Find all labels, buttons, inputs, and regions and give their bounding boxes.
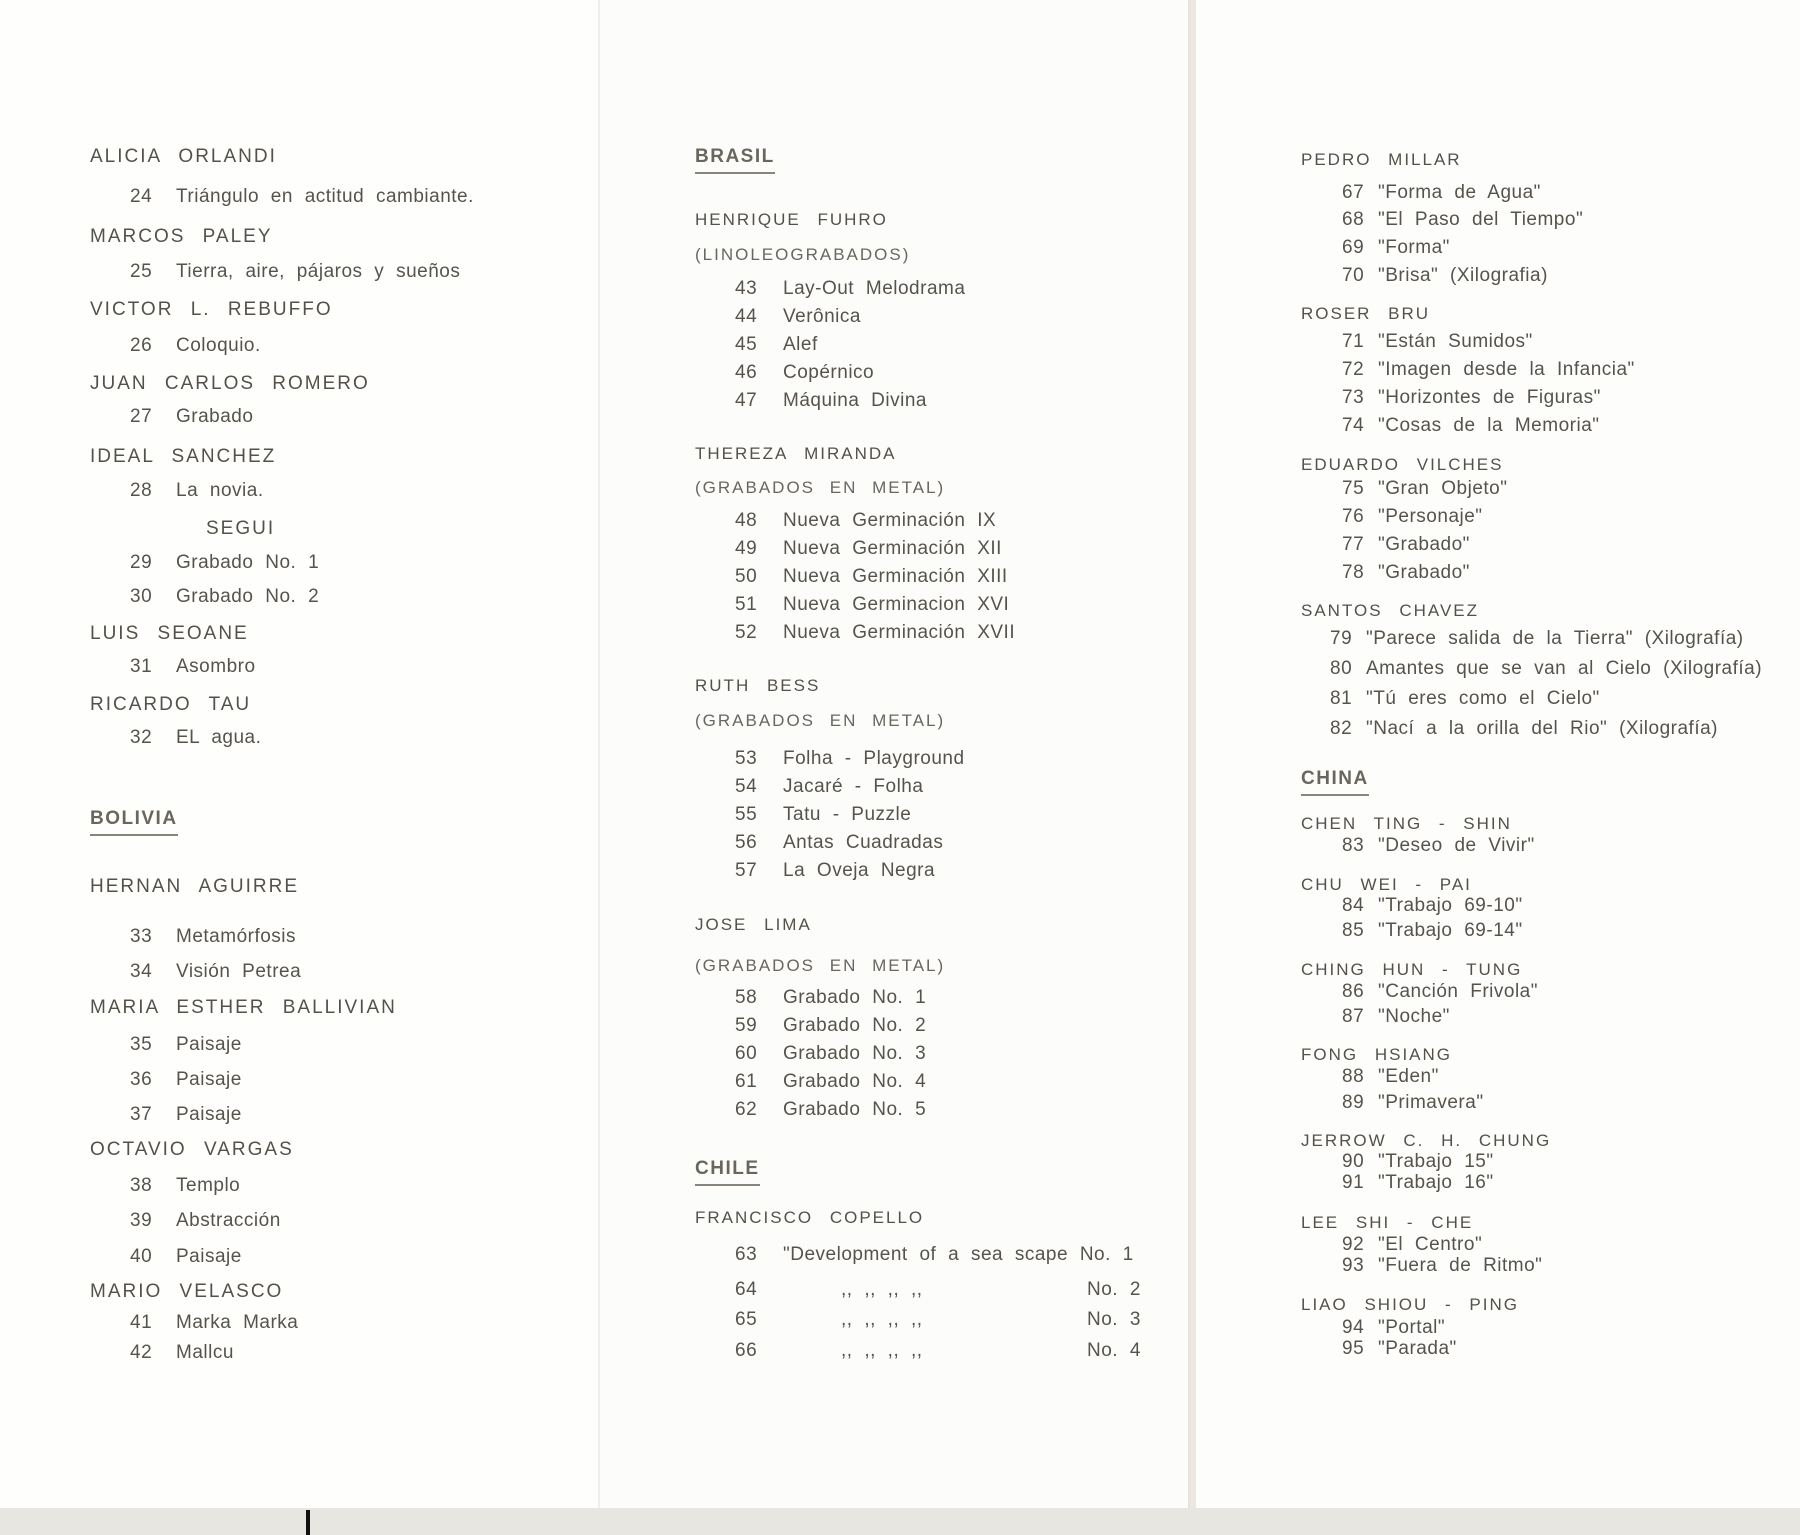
technique-note: (GRABADOS EN METAL) (695, 956, 946, 975)
work-item (1342, 920, 1523, 942)
work-number: 86 (1342, 981, 1365, 1002)
work-number: 49 (735, 538, 758, 559)
artist-name: CHEN TING - SHIN (1301, 814, 1512, 833)
work-title: Nueva Germinacion XVI (783, 594, 1010, 615)
country-heading-bolivia: BOLIVIA (90, 808, 178, 836)
work-item (1342, 981, 1538, 1003)
work-title: Abstracción (176, 1210, 281, 1231)
work-title: "Parada" (1378, 1338, 1457, 1359)
work-number: 87 (1342, 1006, 1365, 1027)
work-item (1342, 265, 1548, 287)
work-title: "Grabado" (1378, 562, 1470, 583)
work-title: Folha - Playground (783, 748, 965, 769)
work-item (735, 362, 874, 384)
work-item (735, 510, 996, 532)
artist-name: JUAN CARLOS ROMERO (90, 373, 370, 394)
work-number: 26 (130, 335, 153, 356)
work-title: Tierra, aire, pájaros y sueños (176, 261, 461, 282)
work-item (735, 860, 935, 882)
work-title: Grabado (176, 406, 254, 427)
work-title: "Development of a sea scape No. 1 (783, 1244, 1134, 1265)
artist-name: EDUARDO VILCHES (1301, 455, 1504, 474)
work-number: 84 (1342, 895, 1365, 916)
work-item (735, 1279, 1155, 1301)
work-title: Nueva Germinación XII (783, 538, 1002, 559)
work-title: Antas Cuadradas (783, 832, 944, 853)
work-title: Asombro (176, 656, 256, 677)
work-item (735, 306, 861, 328)
work-item (735, 594, 1009, 616)
work-item (130, 1175, 240, 1197)
catalog-panel-left (0, 0, 598, 1508)
work-title: Triángulo en actitud cambiante. (176, 186, 474, 207)
work-item (1342, 534, 1470, 556)
work-number: 67 (1342, 182, 1365, 203)
catalog-panel-right (1190, 0, 1800, 1508)
work-item (130, 1069, 242, 1091)
work-item (1342, 1092, 1484, 1114)
artist-name: THEREZA MIRANDA (695, 444, 897, 463)
ditto-marks: ,, ,, ,, ,, (841, 1279, 923, 1300)
work-number: 92 (1342, 1234, 1365, 1255)
work-item (735, 1071, 926, 1093)
artist-name: PEDRO MILLAR (1301, 150, 1462, 169)
work-number: 35 (130, 1034, 153, 1055)
work-item (1342, 387, 1601, 409)
work-title: "Deseo de Vivir" (1378, 835, 1535, 856)
work-title: Metamórfosis (176, 926, 297, 947)
work-number: 61 (735, 1071, 758, 1092)
work-title: "Cosas de la Memoria" (1378, 415, 1600, 436)
work-title: No. 2 (1087, 1279, 1141, 1300)
work-number: 30 (130, 586, 153, 607)
work-item (130, 586, 319, 608)
work-number: 54 (735, 776, 758, 797)
work-title: "Personaje" (1378, 506, 1483, 527)
work-number: 80 (1330, 658, 1353, 679)
work-number: 28 (130, 480, 153, 501)
work-number: 56 (735, 832, 758, 853)
work-item (130, 186, 474, 208)
work-item (1342, 237, 1450, 259)
work-title: Amantes que se van al Cielo (Xilografía) (1366, 658, 1763, 679)
work-number: 33 (130, 926, 153, 947)
work-item (735, 804, 911, 826)
work-number: 43 (735, 278, 758, 299)
work-title: "Fuera de Ritmo" (1378, 1255, 1543, 1276)
work-item (735, 390, 927, 412)
work-item (1342, 1255, 1542, 1277)
work-item (1342, 331, 1533, 353)
work-number: 64 (735, 1279, 758, 1300)
work-item (735, 748, 965, 770)
work-title: "Trabajo 16" (1378, 1172, 1494, 1193)
artist-name: HENRIQUE FUHRO (695, 210, 888, 229)
ditto-marks: ,, ,, ,, ,, (841, 1340, 923, 1361)
work-number: 82 (1330, 718, 1353, 739)
work-number: 88 (1342, 1066, 1365, 1087)
work-number: 79 (1330, 628, 1353, 649)
work-title: Verônica (783, 306, 861, 327)
catalog-panel-middle (598, 0, 1188, 1508)
work-number: 73 (1342, 387, 1365, 408)
work-item (1330, 718, 1718, 740)
artist-name: MARIA ESTHER BALLIVIAN (90, 997, 397, 1018)
work-title: Grabado No. 2 (176, 586, 320, 607)
work-title: Grabado No. 2 (783, 1015, 927, 1036)
work-title: No. 3 (1087, 1309, 1141, 1330)
work-number: 55 (735, 804, 758, 825)
work-number: 62 (735, 1099, 758, 1120)
work-item (130, 1312, 298, 1334)
work-title: "Brisa" (Xilografia) (1378, 265, 1548, 286)
work-number: 75 (1342, 478, 1365, 499)
work-title: "Trabajo 15" (1378, 1151, 1494, 1172)
work-title: Coloquio. (176, 335, 261, 356)
work-title: Máquina Divina (783, 390, 927, 411)
work-number: 81 (1330, 688, 1353, 709)
work-title: "Horizontes de Figuras" (1378, 387, 1601, 408)
work-item (130, 926, 296, 948)
work-item (735, 1099, 926, 1121)
artist-name: CHING HUN - TUNG (1301, 960, 1523, 979)
artist-name: IDEAL SANCHEZ (90, 446, 277, 467)
work-number: 78 (1342, 562, 1365, 583)
work-number: 58 (735, 987, 758, 1008)
work-number: 91 (1342, 1172, 1365, 1193)
work-item (130, 1210, 281, 1232)
artist-name: FONG HSIANG (1301, 1045, 1453, 1064)
work-title: "Grabado" (1378, 534, 1470, 555)
work-title: Grabado No. 5 (783, 1099, 927, 1120)
work-title: "Nací a la orilla del Rio" (Xilografía) (1366, 718, 1718, 739)
work-item (735, 1244, 1134, 1266)
work-title: "Tú eres como el Cielo" (1366, 688, 1600, 709)
artist-name: OCTAVIO VARGAS (90, 1139, 294, 1160)
work-title: Nueva Germinación XVII (783, 622, 1016, 643)
work-item (130, 335, 261, 357)
work-item (735, 334, 818, 356)
work-title: "Forma de Agua" (1378, 182, 1541, 203)
work-title: "Imagen desde la Infancia" (1378, 359, 1635, 380)
work-item (1342, 1006, 1450, 1028)
work-number: 31 (130, 656, 153, 677)
work-title: "Primavera" (1378, 1092, 1484, 1113)
work-item (735, 278, 965, 300)
work-title: "Portal" (1378, 1317, 1446, 1338)
work-title: Grabado No. 1 (783, 987, 927, 1008)
work-title: "Canción Frivola" (1378, 981, 1538, 1002)
work-title: Nueva Germinación XIII (783, 566, 1008, 587)
work-item (130, 656, 256, 678)
work-item (130, 727, 261, 749)
work-item (1342, 478, 1508, 500)
artist-name: LIAO SHIOU - PING (1301, 1295, 1519, 1314)
work-item (1342, 506, 1483, 528)
artist-name: MARCOS PALEY (90, 226, 273, 247)
work-title: "Noche" (1378, 1006, 1450, 1027)
work-item (130, 1104, 242, 1126)
work-item (1330, 658, 1762, 680)
artist-name: JERROW C. H. CHUNG (1301, 1131, 1552, 1150)
work-number: 60 (735, 1043, 758, 1064)
work-title: Alef (783, 334, 818, 355)
artist-name: CHU WEI - PAI (1301, 875, 1472, 894)
work-item (130, 1034, 242, 1056)
technique-note: (GRABADOS EN METAL) (695, 478, 946, 497)
work-title: "Eden" (1378, 1066, 1439, 1087)
work-title: Grabado No. 3 (783, 1043, 927, 1064)
work-title: Visión Petrea (176, 961, 302, 982)
work-number: 32 (130, 727, 153, 748)
work-item (1342, 209, 1583, 231)
work-item (1342, 1234, 1482, 1256)
work-item (130, 961, 301, 983)
work-item (1342, 1317, 1445, 1339)
work-title: "Trabajo 69-14" (1378, 920, 1523, 941)
work-item (735, 538, 1002, 560)
work-title: Copérnico (783, 362, 875, 383)
work-number: 29 (130, 552, 153, 573)
work-title: "Están Sumidos" (1378, 331, 1533, 352)
work-number: 24 (130, 186, 153, 207)
work-number: 47 (735, 390, 758, 411)
artist-name: HERNAN AGUIRRE (90, 876, 300, 897)
work-item (1342, 1151, 1494, 1173)
work-number: 74 (1342, 415, 1365, 436)
work-item (1342, 562, 1470, 584)
work-title: "Parece salida de la Tierra" (Xilografía) (1366, 628, 1744, 649)
work-number: 37 (130, 1104, 153, 1125)
artist-name: LEE SHI - CHE (1301, 1213, 1474, 1232)
work-number: 39 (130, 1210, 153, 1231)
work-title: Grabado No. 4 (783, 1071, 927, 1092)
work-number: 59 (735, 1015, 758, 1036)
work-item (735, 1015, 926, 1037)
artist-name: FRANCISCO COPELLO (695, 1208, 925, 1227)
work-title: Templo (176, 1175, 241, 1196)
work-item (735, 622, 1015, 644)
work-title: Paisaje (176, 1069, 242, 1090)
work-number: 70 (1342, 265, 1365, 286)
work-title: Mallcu (176, 1342, 234, 1363)
work-title: Grabado No. 1 (176, 552, 320, 573)
work-item (1342, 1172, 1494, 1194)
work-number: 71 (1342, 331, 1365, 352)
artist-name: ALICIA ORLANDI (90, 146, 277, 167)
work-number: 40 (130, 1246, 153, 1267)
work-title: No. 4 (1087, 1340, 1141, 1361)
work-item (1342, 1066, 1439, 1088)
work-number: 48 (735, 510, 758, 531)
work-title: Paisaje (176, 1034, 242, 1055)
work-number: 95 (1342, 1338, 1365, 1359)
ditto-marks: ,, ,, ,, ,, (841, 1309, 923, 1330)
work-number: 27 (130, 406, 153, 427)
work-item (735, 832, 943, 854)
work-item (735, 1309, 1155, 1331)
work-title: Jacaré - Folha (783, 776, 924, 797)
country-heading-brasil: BRASIL (695, 146, 775, 174)
work-item (1342, 182, 1541, 204)
work-item (1342, 359, 1635, 381)
work-number: 93 (1342, 1255, 1365, 1276)
work-item (735, 776, 923, 798)
work-number: 85 (1342, 920, 1365, 941)
work-title: Paisaje (176, 1104, 242, 1125)
work-number: 90 (1342, 1151, 1365, 1172)
work-title: Marka Marka (176, 1312, 299, 1333)
work-number: 72 (1342, 359, 1365, 380)
artist-name: ROSER BRU (1301, 304, 1431, 323)
work-item (1342, 1338, 1457, 1360)
scan-bottom-edge (0, 1508, 1800, 1535)
work-number: 77 (1342, 534, 1365, 555)
work-title: La Oveja Negra (783, 860, 936, 881)
artist-name: RUTH BESS (695, 676, 821, 695)
work-number: 45 (735, 334, 758, 355)
work-item (130, 261, 460, 283)
work-number: 53 (735, 748, 758, 769)
work-number: 65 (735, 1309, 758, 1330)
work-item (735, 1340, 1155, 1362)
work-number: 42 (130, 1342, 153, 1363)
work-title: "El Centro" (1378, 1234, 1483, 1255)
work-number: 69 (1342, 237, 1365, 258)
work-number: 66 (735, 1340, 758, 1361)
work-title: "Forma" (1378, 237, 1450, 258)
work-title: La novia. (176, 480, 264, 501)
work-item (1342, 415, 1600, 437)
work-item (1342, 895, 1523, 917)
work-item (130, 480, 264, 502)
work-item (1330, 688, 1600, 710)
artist-name: MARIO VELASCO (90, 1281, 284, 1302)
artist-name: JOSE LIMA (695, 915, 812, 934)
country-heading-chile: CHILE (695, 1158, 760, 1186)
artist-name: VICTOR L. REBUFFO (90, 299, 333, 320)
work-number: 63 (735, 1244, 758, 1265)
work-item (735, 566, 1008, 588)
work-number: 34 (130, 961, 153, 982)
work-number: 76 (1342, 506, 1365, 527)
work-title: Tatu - Puzzle (783, 804, 912, 825)
artist-name: LUIS SEOANE (90, 623, 249, 644)
artist-name: SANTOS CHAVEZ (1301, 601, 1480, 620)
country-heading-china: CHINA (1301, 768, 1369, 796)
work-number: 50 (735, 566, 758, 587)
work-number: 38 (130, 1175, 153, 1196)
work-number: 25 (130, 261, 153, 282)
work-number: 89 (1342, 1092, 1365, 1113)
artist-name: RICARDO TAU (90, 694, 252, 715)
work-number: 83 (1342, 835, 1365, 856)
work-title: "Gran Objeto" (1378, 478, 1508, 499)
work-title: EL agua. (176, 727, 262, 748)
technique-note: (LINOLEOGRABADOS) (695, 245, 911, 264)
work-item (735, 987, 926, 1009)
work-number: 41 (130, 1312, 153, 1333)
work-item (1342, 835, 1535, 857)
scan-mark (306, 1510, 310, 1535)
work-item (130, 1342, 234, 1364)
work-title: "Trabajo 69-10" (1378, 895, 1523, 916)
work-item (130, 406, 253, 428)
work-item (130, 1246, 242, 1268)
technique-note: (GRABADOS EN METAL) (695, 711, 946, 730)
work-number: 94 (1342, 1317, 1365, 1338)
work-item (1330, 628, 1744, 650)
work-title: "El Paso del Tiempo" (1378, 209, 1584, 230)
work-item (130, 552, 319, 574)
artist-name: SEGUI (206, 518, 276, 539)
work-number: 46 (735, 362, 758, 383)
work-item (735, 1043, 926, 1065)
work-number: 57 (735, 860, 758, 881)
work-number: 52 (735, 622, 758, 643)
work-title: Nueva Germinación IX (783, 510, 997, 531)
work-number: 36 (130, 1069, 153, 1090)
work-number: 51 (735, 594, 758, 615)
work-number: 44 (735, 306, 758, 327)
work-number: 68 (1342, 209, 1365, 230)
work-title: Lay-Out Melodrama (783, 278, 966, 299)
work-title: Paisaje (176, 1246, 242, 1267)
